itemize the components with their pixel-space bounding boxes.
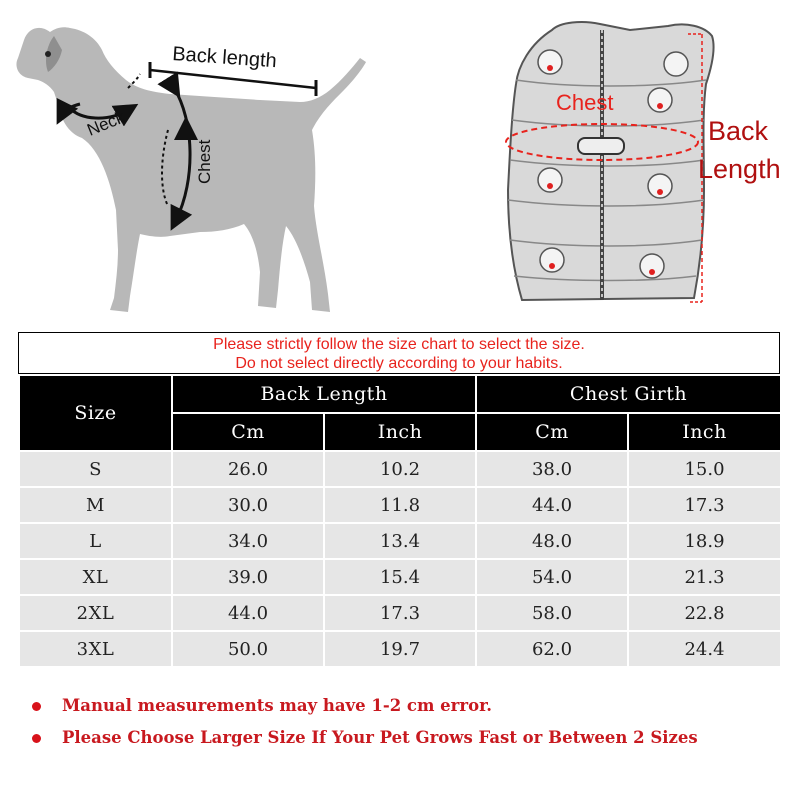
back-length-label-vest-1: Back [708,116,769,146]
chest-inch-cell: 22.8 [628,595,781,631]
chest-cm-cell: 44.0 [476,487,628,523]
back-inch-cell: 13.4 [324,523,476,559]
chest-label-dog: Chest [195,139,214,184]
back-cm-cell: 39.0 [172,559,324,595]
back-cm-cell: 34.0 [172,523,324,559]
size-cell: L [19,523,172,559]
back-cm-cell: 50.0 [172,631,324,667]
neck-label: Neck [84,107,128,140]
size-cell: 2XL [19,595,172,631]
notes-list [30,692,790,756]
dog-silhouette [16,27,366,312]
table-row [19,559,781,595]
note-text: Please Choose Larger Size If Your Pet Grows Fast or Between 2 Sizes [62,728,698,747]
back-length-label-vest-2: Length [698,154,781,184]
chest-inch-cell: 17.3 [628,487,781,523]
note-text: Manual measurements may have 1-2 cm error. [62,696,492,715]
table-row [19,523,781,559]
chest-cm-cell: 62.0 [476,631,628,667]
size-header: Size [19,375,172,451]
back-inch-cell: 17.3 [324,595,476,631]
back-inch-cell: 10.2 [324,451,476,487]
size-cell: 3XL [19,631,172,667]
back-inch-cell: 15.4 [324,559,476,595]
chest-inch-cell: 24.4 [628,631,781,667]
back-cm-header: Cm [172,413,324,451]
chest-cm-cell: 38.0 [476,451,628,487]
size-cell: XL [19,559,172,595]
chest-cm-cell: 58.0 [476,595,628,631]
back-inch-cell: 19.7 [324,631,476,667]
back-cm-cell: 26.0 [172,451,324,487]
bullet-icon [32,702,41,711]
chest-cm-cell: 54.0 [476,559,628,595]
chest-cm-header: Cm [476,413,628,451]
size-cell: M [19,487,172,523]
dog-measurement-diagram [10,10,390,320]
notice-line-1: Please strictly follow the size chart to select the size. [213,336,585,353]
table-row [19,631,781,667]
chest-inch-cell: 15.0 [628,451,781,487]
chest-inch-cell: 18.9 [628,523,781,559]
size-chart-table [18,374,782,668]
back-inch-cell: 11.8 [324,487,476,523]
back-cm-cell: 30.0 [172,487,324,523]
notice-line-2: Do not select directly according to your habits. [235,355,563,372]
size-notice [18,332,780,374]
chest-girth-header: Chest Girth [476,375,781,413]
table-row [19,487,781,523]
chest-label-vest: Chest [556,90,614,115]
chest-inch-header: Inch [628,413,781,451]
back-length-label: Back length [171,43,278,73]
back-inch-header: Inch [324,413,476,451]
note-item [30,724,790,756]
back-length-header: Back Length [172,375,476,413]
bullet-icon [32,734,41,743]
table-row [19,451,781,487]
table-row [19,595,781,631]
size-cell: S [19,451,172,487]
chest-cm-cell: 48.0 [476,523,628,559]
chest-inch-cell: 21.3 [628,559,781,595]
back-cm-cell: 44.0 [172,595,324,631]
vest-measurement-diagram [490,10,790,310]
note-item [30,692,790,724]
